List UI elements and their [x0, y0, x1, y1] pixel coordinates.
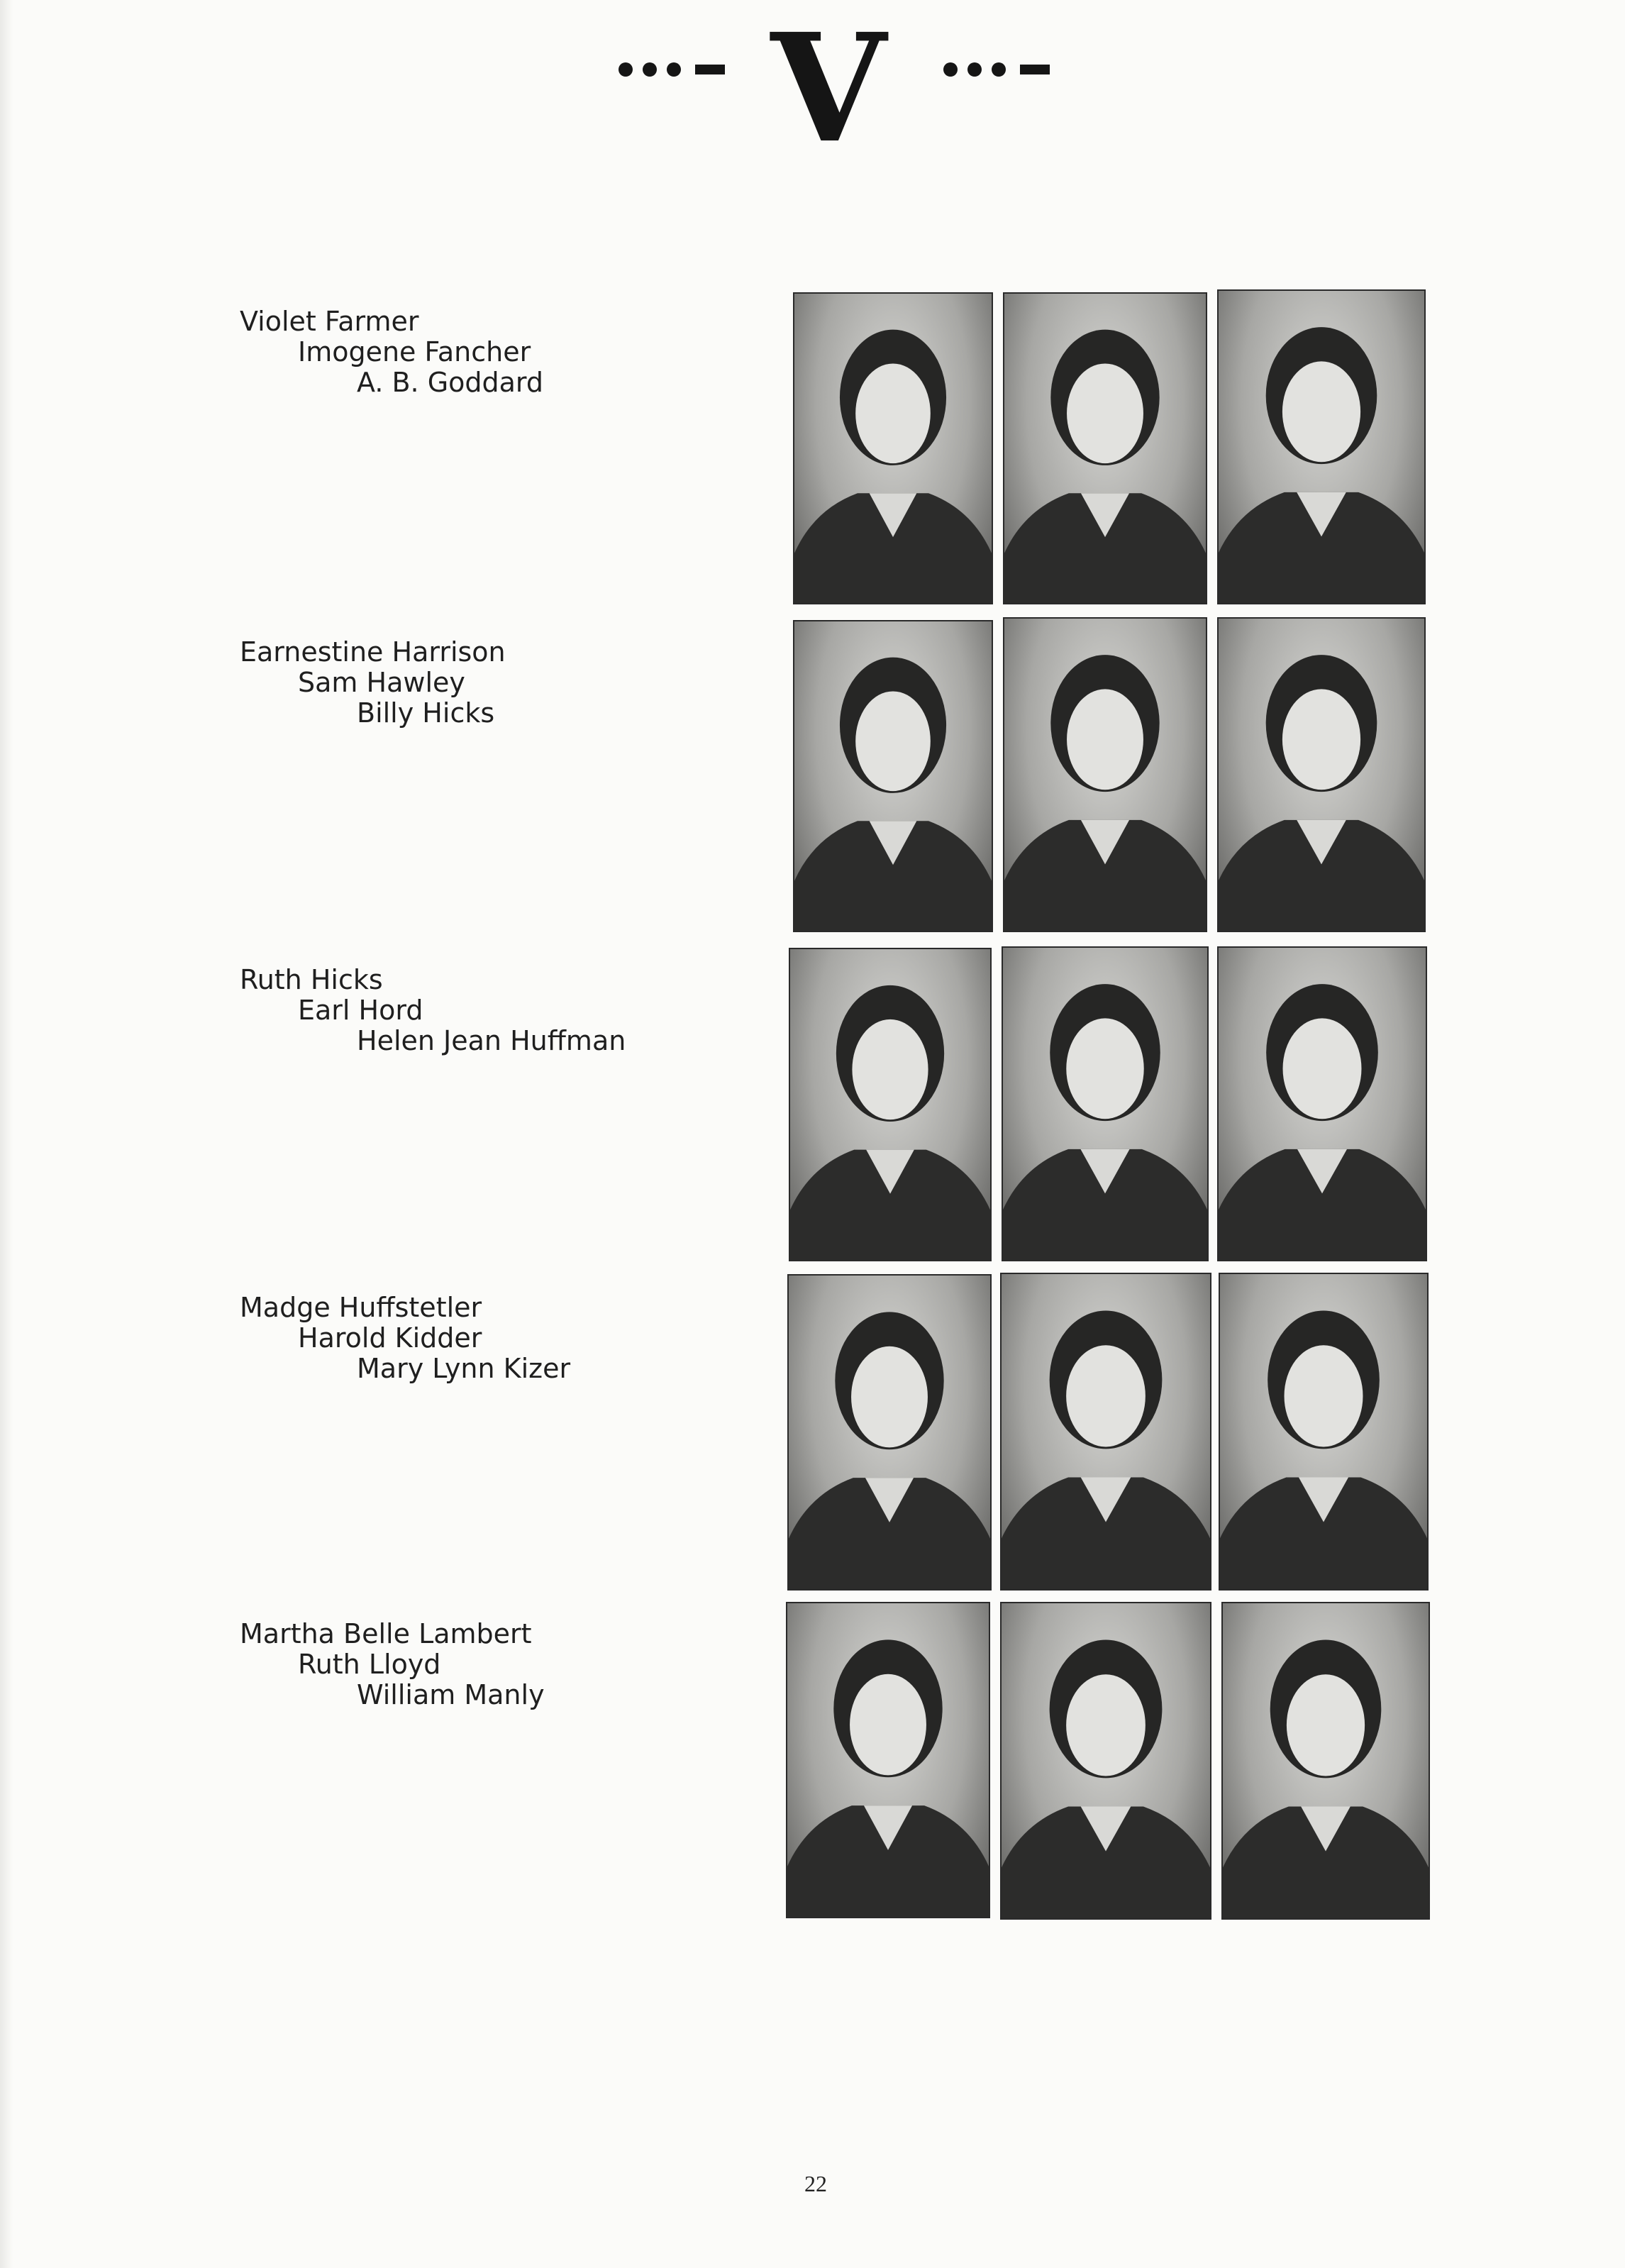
portrait-silhouette [1219, 291, 1424, 603]
ornament-dot [643, 62, 657, 77]
portrait-silhouette [1219, 619, 1424, 931]
student-name: Harold Kidder [298, 1322, 482, 1354]
ornament-dot [619, 62, 633, 77]
section-heading-letter: V [770, 1, 887, 176]
student-name: A. B. Goddard [357, 367, 544, 398]
student-name: Sam Hawley [298, 667, 465, 698]
portrait-photo [789, 948, 992, 1261]
portrait-photo [1217, 946, 1427, 1261]
ornament-left [619, 62, 725, 77]
page-number: 22 [804, 2171, 827, 2196]
portrait-silhouette [794, 621, 992, 931]
portrait-photo [1221, 1602, 1430, 1920]
student-name: Ruth Lloyd [298, 1649, 441, 1680]
portrait-silhouette [794, 294, 992, 603]
ornament-dash [695, 65, 725, 74]
portrait-silhouette [1004, 294, 1206, 603]
name-group-4 [240, 1293, 570, 1384]
portrait-photo [787, 1274, 992, 1591]
name-group-1 [240, 306, 543, 398]
student-name: Helen Jean Huffman [357, 1025, 626, 1056]
portrait-photo [793, 292, 993, 604]
ornament-dash [1020, 65, 1050, 74]
ornament-right [943, 62, 1050, 77]
student-name: Martha Belle Lambert [240, 1618, 532, 1649]
student-name: Billy Hicks [357, 697, 495, 729]
ornament-dot [667, 62, 681, 77]
portrait-silhouette [1002, 1603, 1210, 1918]
ornament-dot [992, 62, 1006, 77]
portrait-photo [793, 620, 993, 932]
portrait-silhouette [790, 949, 990, 1260]
portrait-photo [1217, 289, 1426, 604]
portrait-photo [1217, 617, 1426, 932]
portrait-photo [1219, 1273, 1429, 1591]
portrait-silhouette [787, 1603, 989, 1917]
name-group-5 [240, 1619, 545, 1710]
name-group-3 [240, 965, 626, 1056]
name-group-2 [240, 637, 506, 729]
portrait-silhouette [789, 1276, 990, 1589]
student-name: William Manly [357, 1679, 545, 1710]
portrait-photo [1003, 292, 1207, 604]
student-name: Ruth Hicks [240, 964, 383, 995]
portrait-silhouette [1223, 1603, 1429, 1918]
portrait-silhouette [1002, 1274, 1210, 1589]
portrait-photo [1000, 1273, 1211, 1591]
student-name: Mary Lynn Kizer [357, 1353, 571, 1384]
ornament-dot [943, 62, 958, 77]
student-name: Violet Farmer [240, 306, 419, 337]
student-name: Imogene Fancher [298, 336, 531, 367]
portrait-photo [786, 1602, 990, 1918]
student-name: Madge Huffstetler [240, 1292, 482, 1323]
portrait-photo [1000, 1602, 1211, 1920]
portrait-photo [1003, 617, 1207, 932]
portrait-silhouette [1003, 948, 1207, 1260]
portrait-silhouette [1004, 619, 1206, 931]
student-name: Earl Hord [298, 995, 423, 1026]
portrait-photo [1002, 946, 1209, 1261]
portrait-silhouette [1220, 1274, 1427, 1589]
student-name: Earnestine Harrison [240, 636, 506, 668]
page-edge-shadow [0, 0, 13, 2268]
ornament-dot [967, 62, 982, 77]
portrait-silhouette [1219, 948, 1426, 1260]
